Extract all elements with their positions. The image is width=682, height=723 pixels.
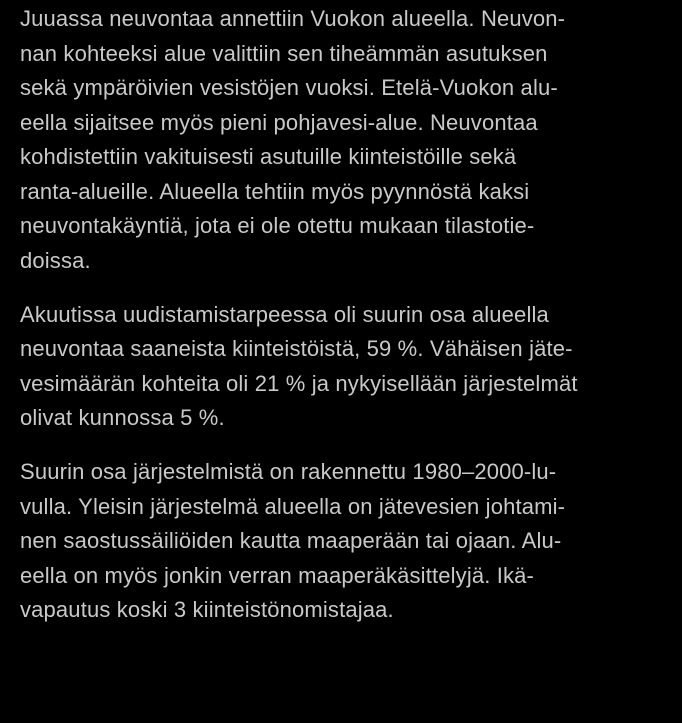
text-line: kohdistettiin vakituisesti asutuille kiinteistöille sekä <box>20 144 517 169</box>
text-line: neuvontaa saaneista kiinteistöistä, 59 %. Vähäisen jäte- <box>20 336 573 361</box>
document-body <box>20 2 660 647</box>
text-line: Suurin osa järjestelmistä on rakennettu 1980–2000-lu- <box>20 459 557 484</box>
text-line: eella on myös jonkin verran maaperäkäsittelyjä. Ikä- <box>20 562 535 588</box>
text-line: Akuutissa uudistamistarpeessa oli suurin osa alueella <box>20 301 549 327</box>
text-line: doissa. <box>20 247 91 273</box>
text-line: eella sijaitsee myös pieni pohjavesi-alue. Neuvontaa <box>20 109 538 135</box>
text-line: Juuassa neuvontaa annettiin Vuokon alueella. Neuvon- <box>20 6 566 31</box>
text-line: nan kohteeksi alue valittiin sen tiheämmän asutuksen <box>20 40 548 66</box>
text-line: sekä ympäröivien vesistöjen vuoksi. Etelä-Vuokon alu- <box>20 75 558 100</box>
text-line: vulla. Yleisin järjestelmä alueella on jätevesien johtami- <box>20 493 566 519</box>
paragraph-jarjestelmat <box>20 455 660 628</box>
text-line: vesimäärän kohteita oli 21 % ja nykyisellään järjestelmät <box>20 370 578 396</box>
text-line: nen saostussäiliöiden kautta maaperään tai ojaan. Alu- <box>20 528 562 553</box>
text-line: ranta-alueille. Alueella tehtiin myös pyynnöstä kaksi <box>20 178 530 204</box>
paragraph-neuvonta-alue <box>20 2 660 278</box>
paragraph-uudistamistarve <box>20 298 660 436</box>
text-line: neuvontakäyntiä, jota ei ole otettu mukaan tilastotie- <box>20 213 535 238</box>
text-line: olivat kunnossa 5 %. <box>20 405 225 430</box>
text-line: vapautus koski 3 kiinteistönomistajaa. <box>20 597 394 622</box>
